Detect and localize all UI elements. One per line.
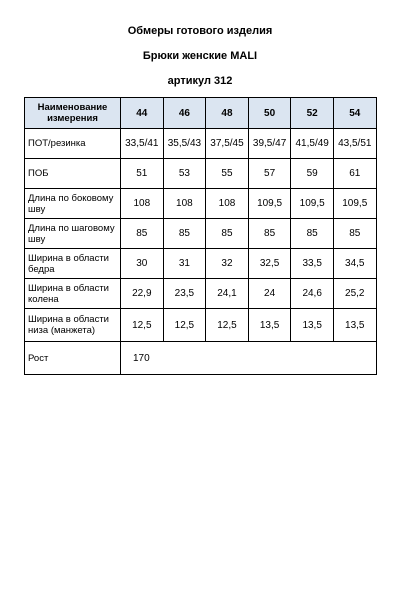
row-label: Длина по боковому шву [25,189,121,219]
table-cell: 23,5 [163,279,206,309]
table-cell: 24 [248,279,291,309]
table-cell: 51 [121,159,164,189]
column-header-size: 52 [291,98,334,129]
table-cell: 12,5 [121,309,164,342]
table-cell: 43,5/51 [333,129,376,159]
row-label: Ширина в области колена [25,279,121,309]
column-header-size: 54 [333,98,376,129]
table-cell: 109,5 [248,189,291,219]
table-header-row [25,98,377,129]
table-cell: 24,1 [206,279,249,309]
table-cell: 55 [206,159,249,189]
table-cell: 39,5/47 [248,129,291,159]
table-cell: 33,5/41 [121,129,164,159]
table-cell: 85 [248,219,291,249]
table-cell: 85 [163,219,206,249]
table-row [25,249,377,279]
table-cell: 31 [163,249,206,279]
table-cell: 33,5 [291,249,334,279]
table-cell: 85 [333,219,376,249]
table-row [25,219,377,249]
table-cell: 57 [248,159,291,189]
table-cell: 25,2 [333,279,376,309]
table-row-rost [25,342,377,375]
table-cell: 12,5 [206,309,249,342]
rost-value: 170 [121,342,377,375]
table-cell: 22,9 [121,279,164,309]
table-cell: 85 [121,219,164,249]
column-header-size: 50 [248,98,291,129]
table-row [25,129,377,159]
table-cell: 34,5 [333,249,376,279]
table-cell: 30 [121,249,164,279]
table-cell: 13,5 [333,309,376,342]
table-row [25,309,377,342]
table-row [25,279,377,309]
table-cell: 59 [291,159,334,189]
table-cell: 85 [291,219,334,249]
table-cell: 108 [163,189,206,219]
table-cell: 32,5 [248,249,291,279]
row-label: Рост [25,342,121,375]
table-cell: 24,6 [291,279,334,309]
table-cell: 109,5 [291,189,334,219]
table-row [25,189,377,219]
measurements-table [24,97,377,375]
product-name: Брюки женские MALI [142,50,258,62]
table-cell: 37,5/45 [206,129,249,159]
table-cell: 13,5 [291,309,334,342]
table-cell: 41,5/49 [291,129,334,159]
table-cell: 85 [206,219,249,249]
table-cell: 13,5 [248,309,291,342]
table-cell: 53 [163,159,206,189]
column-header-size: 46 [163,98,206,129]
row-label: Ширина в области бедра [25,249,121,279]
column-header-size: 48 [206,98,249,129]
article-number: артикул 312 [167,75,233,87]
row-label: Длина по шаговому шву [25,219,121,249]
row-label: ПОБ [25,159,121,189]
table-cell: 35,5/43 [163,129,206,159]
row-label: Ширина в области низа (манжета) [25,309,121,342]
table-cell: 12,5 [163,309,206,342]
column-header-size: 44 [121,98,164,129]
table-row [25,159,377,189]
table-cell: 109,5 [333,189,376,219]
table-cell: 108 [206,189,249,219]
document-title: Обмеры готового изделия [127,25,273,37]
table-cell: 108 [121,189,164,219]
table-cell: 32 [206,249,249,279]
column-header-measurement: Наименование измерения [25,98,121,129]
table-cell: 61 [333,159,376,189]
row-label: ПОТ/резинка [25,129,121,159]
